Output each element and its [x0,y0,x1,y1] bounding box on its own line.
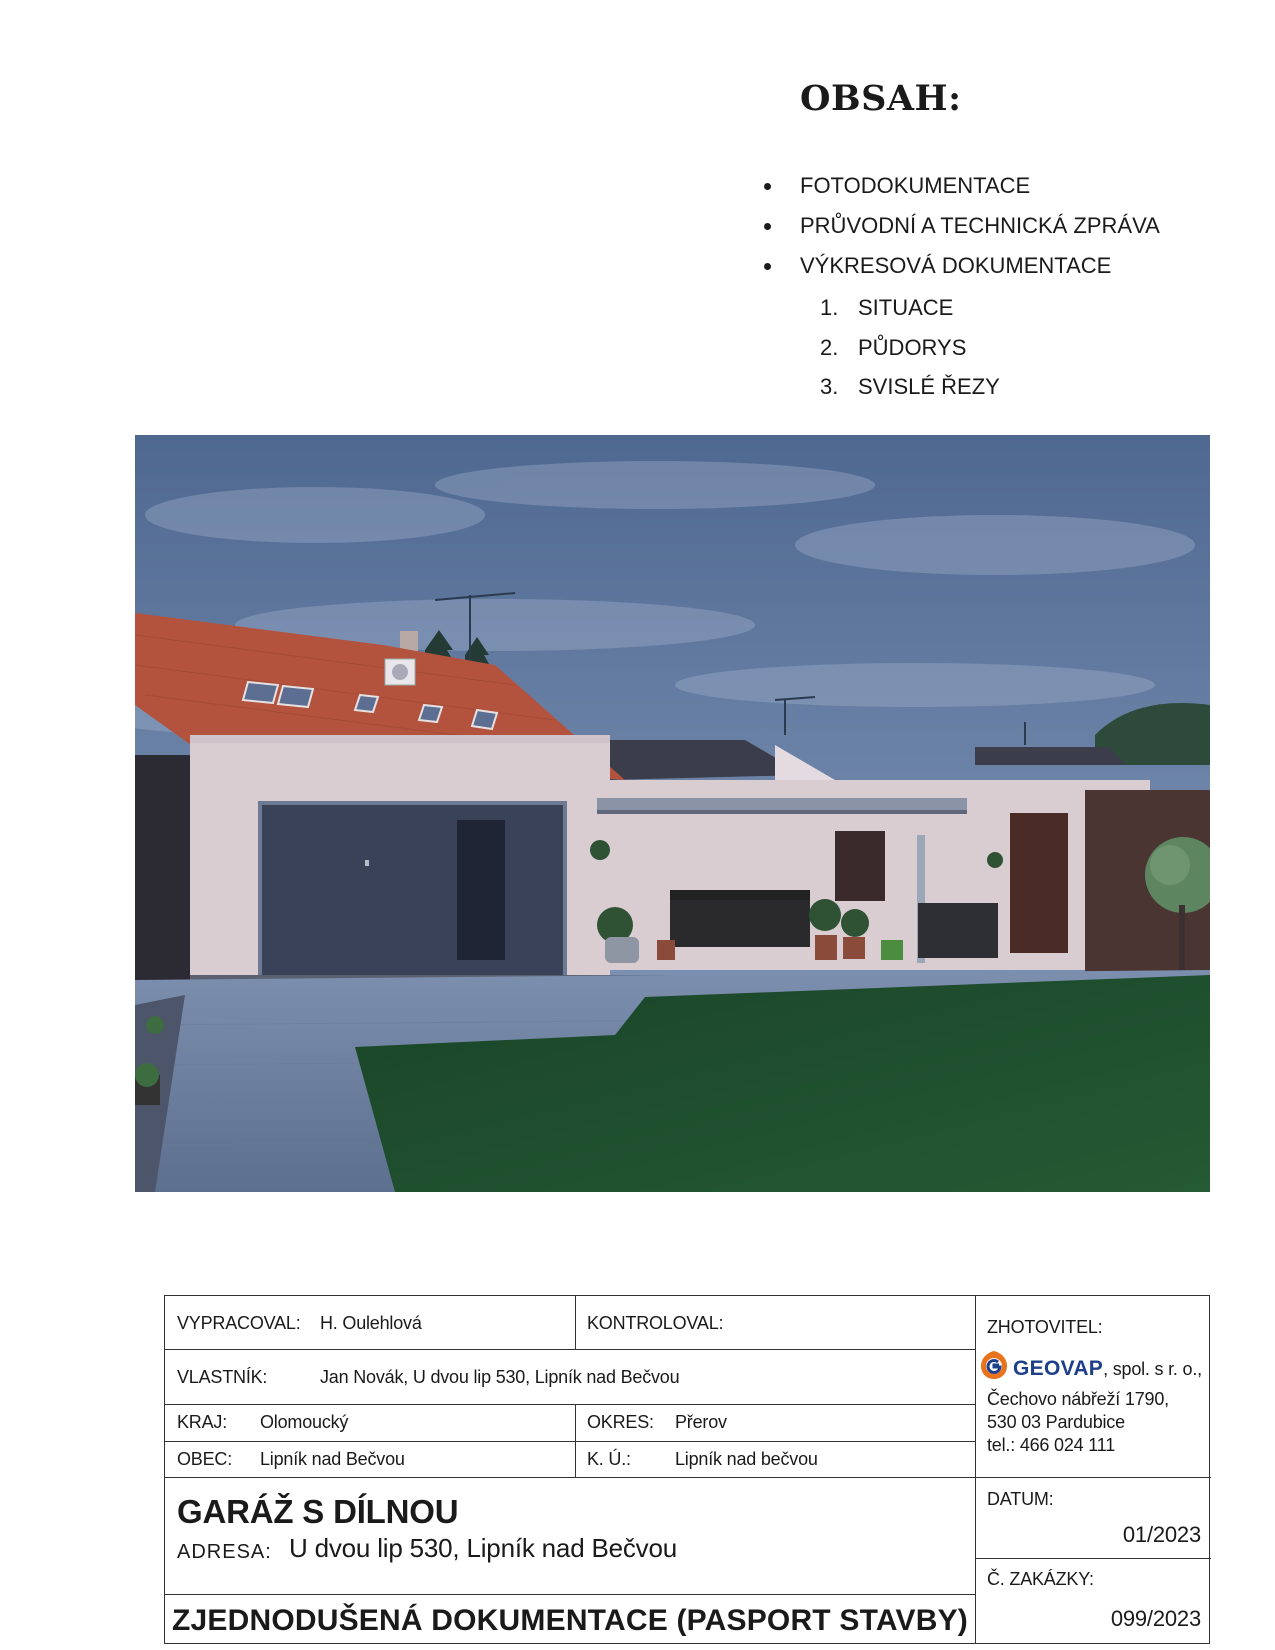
company-line [1013,1358,1202,1380]
toc-subitem [820,294,1000,334]
datum-value: 01/2023 [1122,1522,1201,1547]
divider-line [975,1558,1211,1559]
toc-item [760,172,1160,212]
okres-value: Přerov [675,1412,727,1432]
divider-line [165,1477,975,1478]
toc-subitem-label: SITUACE [858,295,954,320]
bullet-icon [764,223,771,230]
zakazka-value: 099/2023 [1110,1606,1201,1631]
building-photo [135,435,1210,1192]
company-street: Čechovo nábřeží 1790, [987,1389,1169,1409]
divider-line [575,1296,576,1349]
toc-subitem-label: SVISLÉ ŘEZY [858,374,1000,399]
vlastnik-value: Jan Novák, U dvou lip 530, Lipník nad Bečvou [320,1367,680,1387]
document-type: ZJEDNODUŠENÁ DOKUMENTACE (PASPORT STAVBY) [171,1604,968,1637]
divider-line [575,1404,576,1477]
toc-subitem-number: 1. [820,295,839,320]
zhotovitel-label: ZHOTOVITEL: [987,1317,1103,1337]
toc-item [760,252,1160,292]
toc-subitem-label: PŮDORYS [858,334,967,360]
toc-item-label: VÝKRESOVÁ DOKUMENTACE [800,253,1112,278]
toc-subitem [820,334,1000,374]
toc-item-label: FOTODOKUMENTACE [800,173,1031,198]
geovap-logo-icon [980,1350,1008,1380]
ku-value: Lipník nad bečvou [675,1449,818,1469]
divider-line [975,1296,976,1643]
datum-label: DATUM: [987,1489,1054,1509]
divider-line [975,1477,1211,1478]
vypracoval-value: H. Oulehlová [320,1313,422,1333]
divider-line [165,1404,975,1405]
company-suffix: , spol. s r. o., [1103,1359,1202,1379]
obec-value: Lipník nad Bečvou [260,1449,405,1469]
adresa-value: U dvou lip 530, Lipník nad Bečvou [289,1533,677,1563]
title-block [164,1295,1210,1644]
toc-item-label: PRŮVODNÍ A TECHNICKÁ ZPRÁVA [800,213,1160,238]
toc-subitem-number: 3. [820,374,839,399]
divider-line [165,1349,975,1350]
building-photo-illustration [135,435,1210,1192]
vlastnik-label: VLASTNÍK: [177,1367,268,1387]
ku-label: K. Ú.: [587,1449,631,1469]
project-title: GARÁŽ S DÍLNOU [177,1493,459,1530]
toc-sublist [820,294,1000,413]
bullet-icon [764,183,771,190]
kontroloval-label: KONTROLOVAL: [587,1313,724,1333]
bullet-icon [764,263,771,270]
divider-line [165,1594,975,1595]
vypracoval-label: VYPRACOVAL: [177,1313,301,1333]
company-name: GEOVAP [1013,1357,1104,1380]
zakazka-label: Č. ZAKÁZKY: [987,1569,1094,1589]
toc-list [760,172,1160,292]
adresa-label: ADRESA: [177,1541,272,1563]
toc-title: OBSAH: [800,78,962,119]
kraj-value: Olomoucký [260,1412,349,1432]
kraj-label: KRAJ: [177,1412,228,1432]
company-city: 530 03 Pardubice [987,1412,1125,1432]
toc-item [760,212,1160,252]
obec-label: OBEC: [177,1449,233,1469]
company-phone: tel.: 466 024 111 [987,1435,1116,1455]
divider-line [165,1441,975,1442]
okres-label: OKRES: [587,1412,654,1432]
toc-subitem-number: 2. [820,334,839,360]
toc-subitem [820,373,1000,413]
